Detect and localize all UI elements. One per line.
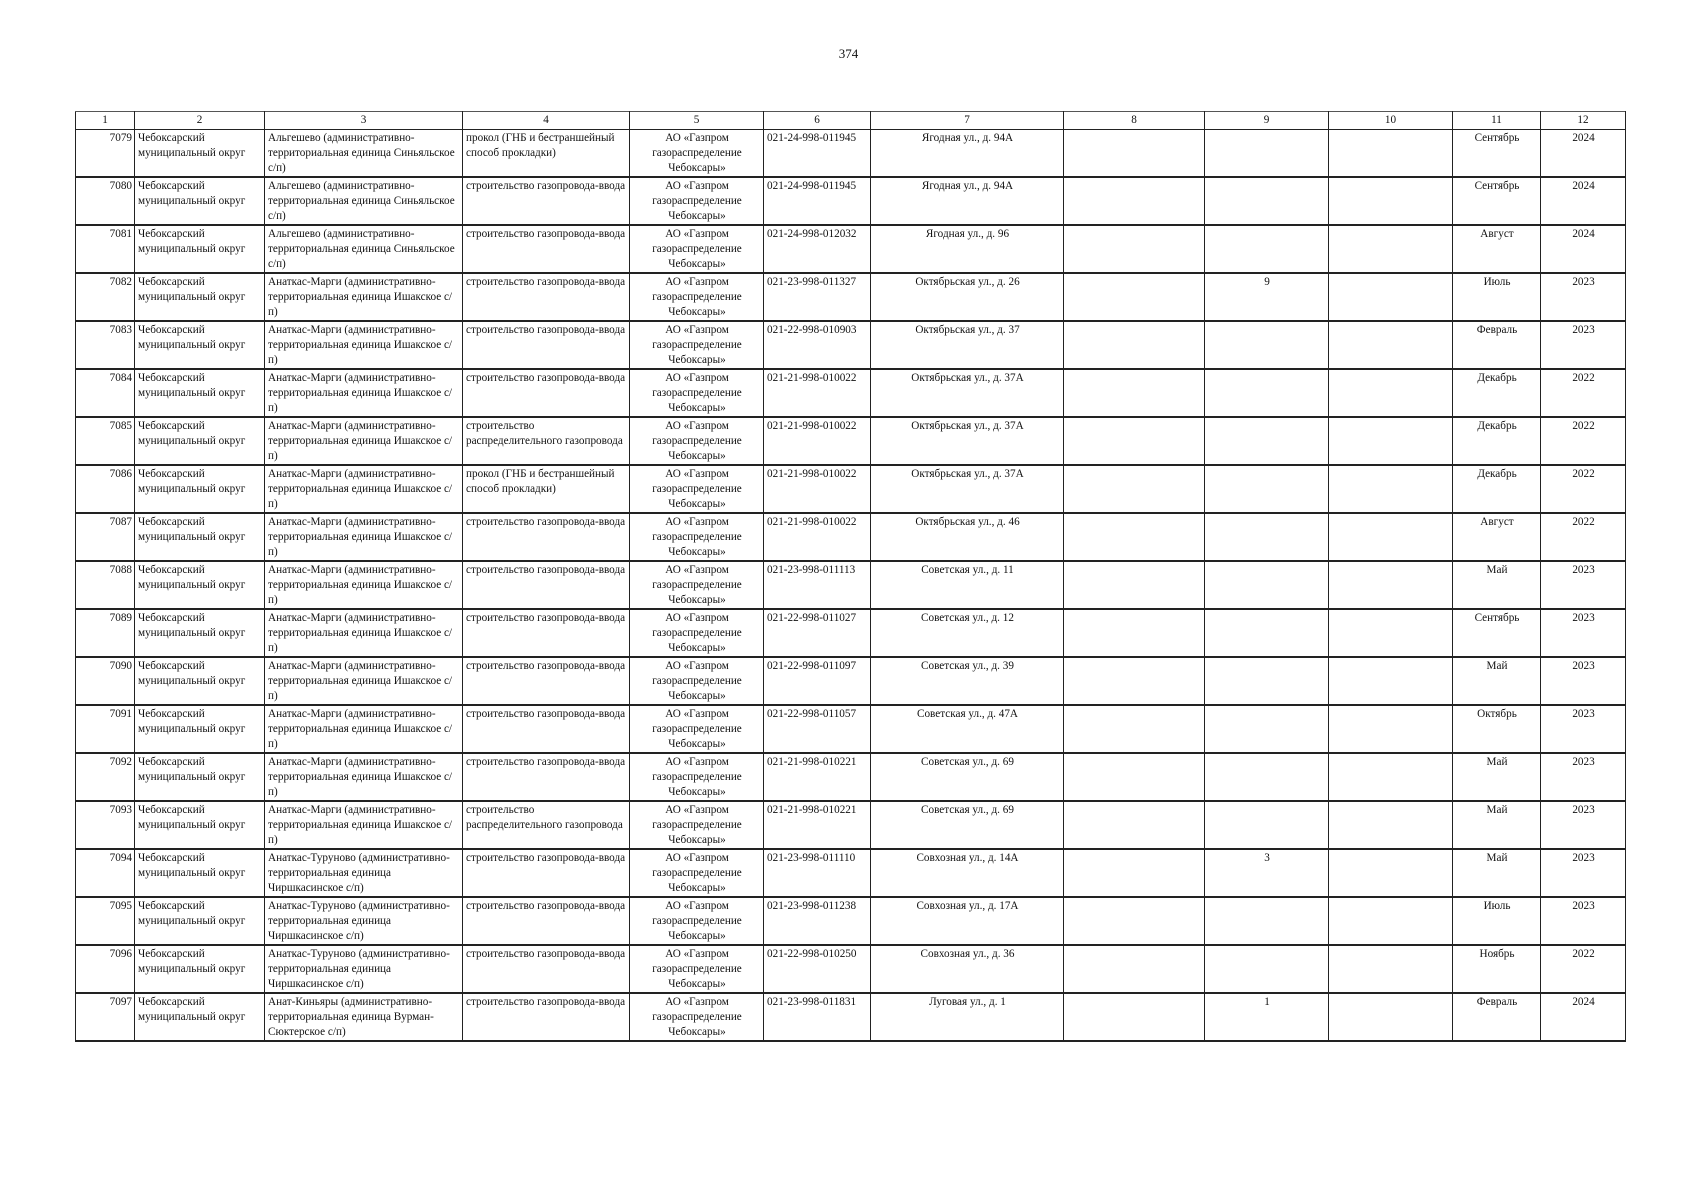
column-8-cell	[1064, 945, 1205, 993]
district-cell: Чебоксарский муниципальный округ	[135, 945, 265, 993]
column-10-cell	[1329, 753, 1453, 801]
column-header: 9	[1205, 112, 1329, 130]
month-cell: Август	[1453, 513, 1541, 561]
address-cell: Совхозная ул., д. 36	[871, 945, 1064, 993]
settlement-cell: Анаткас-Марги (административно-территориальная единица Ишакское с/п)	[265, 273, 463, 321]
table-row	[76, 513, 1626, 561]
address-cell: Советская ул., д. 69	[871, 801, 1064, 849]
district-cell: Чебоксарский муниципальный округ	[135, 273, 265, 321]
settlement-cell: Альгешево (административно-территориальная единица Синьяльское с/п)	[265, 130, 463, 178]
year-cell: 2022	[1541, 369, 1626, 417]
row-number-cell: 7086	[76, 465, 135, 513]
column-9-cell: 9	[1205, 273, 1329, 321]
district-cell: Чебоксарский муниципальный округ	[135, 993, 265, 1041]
organization-cell: АО «Газпром газораспределение Чебоксары»	[630, 321, 764, 369]
registry-code-cell: 021-24-998-012032	[764, 225, 871, 273]
district-cell: Чебоксарский муниципальный округ	[135, 225, 265, 273]
year-cell: 2023	[1541, 753, 1626, 801]
table-row	[76, 945, 1626, 993]
registry-code-cell: 021-23-998-011110	[764, 849, 871, 897]
column-10-cell	[1329, 657, 1453, 705]
column-10-cell	[1329, 705, 1453, 753]
settlement-cell: Анаткас-Марги (административно-территориальная единица Ишакское с/п)	[265, 417, 463, 465]
column-header: 4	[463, 112, 630, 130]
table-row	[76, 609, 1626, 657]
district-cell: Чебоксарский муниципальный округ	[135, 177, 265, 225]
column-9-cell: 3	[1205, 849, 1329, 897]
column-header: 11	[1453, 112, 1541, 130]
settlement-cell: Анаткас-Марги (административно-территориальная единица Ишакское с/п)	[265, 465, 463, 513]
address-cell: Октябрьская ул., д. 37А	[871, 417, 1064, 465]
table-row	[76, 657, 1626, 705]
month-cell: Май	[1453, 561, 1541, 609]
column-8-cell	[1064, 609, 1205, 657]
column-9-cell	[1205, 321, 1329, 369]
column-8-cell	[1064, 801, 1205, 849]
settlement-cell: Анаткас-Марги (административно-территориальная единица Ишакское с/п)	[265, 513, 463, 561]
table-row	[76, 417, 1626, 465]
month-cell: Февраль	[1453, 321, 1541, 369]
year-cell: 2024	[1541, 177, 1626, 225]
column-header: 7	[871, 112, 1064, 130]
settlement-cell: Анаткас-Марги (административно-территориальная единица Ишакское с/п)	[265, 657, 463, 705]
address-cell: Октябрьская ул., д. 46	[871, 513, 1064, 561]
column-10-cell	[1329, 321, 1453, 369]
year-cell: 2023	[1541, 561, 1626, 609]
column-10-cell	[1329, 465, 1453, 513]
year-cell: 2024	[1541, 993, 1626, 1041]
column-10-cell	[1329, 369, 1453, 417]
row-number-cell: 7090	[76, 657, 135, 705]
registry-code-cell: 021-23-998-011831	[764, 993, 871, 1041]
column-10-cell	[1329, 225, 1453, 273]
month-cell: Декабрь	[1453, 417, 1541, 465]
column-8-cell	[1064, 321, 1205, 369]
year-cell: 2022	[1541, 465, 1626, 513]
column-9-cell	[1205, 561, 1329, 609]
column-9-cell	[1205, 753, 1329, 801]
address-cell: Октябрьская ул., д. 37А	[871, 465, 1064, 513]
work-type-cell: строительство газопровода-ввода	[463, 561, 630, 609]
district-cell: Чебоксарский муниципальный округ	[135, 130, 265, 178]
column-8-cell	[1064, 513, 1205, 561]
organization-cell: АО «Газпром газораспределение Чебоксары»	[630, 513, 764, 561]
column-9-cell	[1205, 465, 1329, 513]
row-number-cell: 7080	[76, 177, 135, 225]
column-8-cell	[1064, 177, 1205, 225]
row-number-cell: 7079	[76, 130, 135, 178]
district-cell: Чебоксарский муниципальный округ	[135, 753, 265, 801]
row-number-cell: 7087	[76, 513, 135, 561]
row-number-cell: 7093	[76, 801, 135, 849]
organization-cell: АО «Газпром газораспределение Чебоксары»	[630, 177, 764, 225]
organization-cell: АО «Газпром газораспределение Чебоксары»	[630, 657, 764, 705]
column-header: 3	[265, 112, 463, 130]
work-type-cell: строительство газопровода-ввода	[463, 273, 630, 321]
column-9-cell	[1205, 801, 1329, 849]
settlement-cell: Альгешево (административно-территориальная единица Синьяльское с/п)	[265, 177, 463, 225]
work-type-cell: строительство газопровода-ввода	[463, 321, 630, 369]
table-row	[76, 561, 1626, 609]
month-cell: Декабрь	[1453, 465, 1541, 513]
column-9-cell	[1205, 177, 1329, 225]
organization-cell: АО «Газпром газораспределение Чебоксары»	[630, 465, 764, 513]
row-number-cell: 7085	[76, 417, 135, 465]
month-cell: Октябрь	[1453, 705, 1541, 753]
row-number-cell: 7081	[76, 225, 135, 273]
address-cell: Октябрьская ул., д. 37А	[871, 369, 1064, 417]
table-row	[76, 993, 1626, 1041]
column-9-cell	[1205, 130, 1329, 178]
registry-code-cell: 021-22-998-011057	[764, 705, 871, 753]
address-cell: Советская ул., д. 39	[871, 657, 1064, 705]
registry-code-cell: 021-24-998-011945	[764, 130, 871, 178]
column-9-cell	[1205, 417, 1329, 465]
organization-cell: АО «Газпром газораспределение Чебоксары»	[630, 705, 764, 753]
work-type-cell: строительство газопровода-ввода	[463, 993, 630, 1041]
organization-cell: АО «Газпром газораспределение Чебоксары»	[630, 369, 764, 417]
organization-cell: АО «Газпром газораспределение Чебоксары»	[630, 561, 764, 609]
work-type-cell: строительство газопровода-ввода	[463, 897, 630, 945]
organization-cell: АО «Газпром газораспределение Чебоксары»	[630, 993, 764, 1041]
row-number-cell: 7094	[76, 849, 135, 897]
table-row	[76, 753, 1626, 801]
month-cell: Май	[1453, 657, 1541, 705]
column-8-cell	[1064, 417, 1205, 465]
registry-code-cell: 021-23-998-011238	[764, 897, 871, 945]
row-number-cell: 7082	[76, 273, 135, 321]
row-number-cell: 7097	[76, 993, 135, 1041]
month-cell: Май	[1453, 849, 1541, 897]
address-cell: Октябрьская ул., д. 37	[871, 321, 1064, 369]
gas-register-table	[75, 111, 1626, 1042]
work-type-cell: строительство газопровода-ввода	[463, 945, 630, 993]
address-cell: Ягодная ул., д. 94А	[871, 130, 1064, 178]
column-9-cell	[1205, 657, 1329, 705]
address-cell: Советская ул., д. 11	[871, 561, 1064, 609]
row-number-cell: 7091	[76, 705, 135, 753]
column-10-cell	[1329, 849, 1453, 897]
district-cell: Чебоксарский муниципальный округ	[135, 561, 265, 609]
row-number-cell: 7095	[76, 897, 135, 945]
month-cell: Июль	[1453, 897, 1541, 945]
column-10-cell	[1329, 417, 1453, 465]
column-header: 8	[1064, 112, 1205, 130]
month-cell: Февраль	[1453, 993, 1541, 1041]
row-number-cell: 7096	[76, 945, 135, 993]
header-row	[76, 112, 1626, 130]
column-9-cell	[1205, 369, 1329, 417]
month-cell: Ноябрь	[1453, 945, 1541, 993]
table-row	[76, 321, 1626, 369]
registry-code-cell: 021-21-998-010022	[764, 369, 871, 417]
district-cell: Чебоксарский муниципальный округ	[135, 657, 265, 705]
registry-code-cell: 021-21-998-010022	[764, 513, 871, 561]
column-9-cell	[1205, 705, 1329, 753]
organization-cell: АО «Газпром газораспределение Чебоксары»	[630, 849, 764, 897]
organization-cell: АО «Газпром газораспределение Чебоксары»	[630, 753, 764, 801]
work-type-cell: строительство газопровода-ввода	[463, 369, 630, 417]
row-number-cell: 7083	[76, 321, 135, 369]
work-type-cell: строительство газопровода-ввода	[463, 657, 630, 705]
column-header: 10	[1329, 112, 1453, 130]
column-header: 5	[630, 112, 764, 130]
registry-code-cell: 021-22-998-011097	[764, 657, 871, 705]
organization-cell: АО «Газпром газораспределение Чебоксары»	[630, 225, 764, 273]
month-cell: Июль	[1453, 273, 1541, 321]
registry-code-cell: 021-22-998-010903	[764, 321, 871, 369]
year-cell: 2022	[1541, 945, 1626, 993]
year-cell: 2024	[1541, 130, 1626, 178]
district-cell: Чебоксарский муниципальный округ	[135, 465, 265, 513]
year-cell: 2023	[1541, 705, 1626, 753]
year-cell: 2022	[1541, 417, 1626, 465]
work-type-cell: строительство распределительного газопровода	[463, 801, 630, 849]
column-8-cell	[1064, 657, 1205, 705]
work-type-cell: строительство газопровода-ввода	[463, 225, 630, 273]
column-8-cell	[1064, 993, 1205, 1041]
year-cell: 2023	[1541, 657, 1626, 705]
column-10-cell	[1329, 273, 1453, 321]
column-header: 2	[135, 112, 265, 130]
column-8-cell	[1064, 849, 1205, 897]
settlement-cell: Анаткас-Марги (административно-территориальная единица Ишакское с/п)	[265, 369, 463, 417]
column-10-cell	[1329, 561, 1453, 609]
column-8-cell	[1064, 705, 1205, 753]
settlement-cell: Альгешево (административно-территориальная единица Синьяльское с/п)	[265, 225, 463, 273]
district-cell: Чебоксарский муниципальный округ	[135, 609, 265, 657]
settlement-cell: Анаткас-Марги (административно-территориальная единица Ишакское с/п)	[265, 561, 463, 609]
table-row	[76, 705, 1626, 753]
district-cell: Чебоксарский муниципальный округ	[135, 897, 265, 945]
address-cell: Совхозная ул., д. 17А	[871, 897, 1064, 945]
table-body	[76, 130, 1626, 1042]
address-cell: Совхозная ул., д. 14А	[871, 849, 1064, 897]
column-10-cell	[1329, 801, 1453, 849]
column-header: 12	[1541, 112, 1626, 130]
work-type-cell: строительство газопровода-ввода	[463, 609, 630, 657]
column-9-cell	[1205, 513, 1329, 561]
settlement-cell: Анаткас-Марги (административно-территориальная единица Ишакское с/п)	[265, 321, 463, 369]
month-cell: Сентябрь	[1453, 130, 1541, 178]
year-cell: 2023	[1541, 849, 1626, 897]
year-cell: 2023	[1541, 321, 1626, 369]
address-cell: Советская ул., д. 47А	[871, 705, 1064, 753]
registry-code-cell: 021-22-998-010250	[764, 945, 871, 993]
year-cell: 2024	[1541, 225, 1626, 273]
registry-code-cell: 021-21-998-010022	[764, 417, 871, 465]
column-9-cell: 1	[1205, 993, 1329, 1041]
month-cell: Сентябрь	[1453, 609, 1541, 657]
district-cell: Чебоксарский муниципальный округ	[135, 369, 265, 417]
column-header: 6	[764, 112, 871, 130]
district-cell: Чебоксарский муниципальный округ	[135, 849, 265, 897]
district-cell: Чебоксарский муниципальный округ	[135, 513, 265, 561]
work-type-cell: строительство газопровода-ввода	[463, 177, 630, 225]
organization-cell: АО «Газпром газораспределение Чебоксары»	[630, 609, 764, 657]
column-8-cell	[1064, 897, 1205, 945]
column-10-cell	[1329, 945, 1453, 993]
address-cell: Советская ул., д. 12	[871, 609, 1064, 657]
column-10-cell	[1329, 993, 1453, 1041]
month-cell: Май	[1453, 753, 1541, 801]
year-cell: 2023	[1541, 273, 1626, 321]
work-type-cell: прокол (ГНБ и бестраншейный способ прокладки)	[463, 130, 630, 178]
registry-code-cell: 021-24-998-011945	[764, 177, 871, 225]
organization-cell: АО «Газпром газораспределение Чебоксары»	[630, 417, 764, 465]
table-row	[76, 177, 1626, 225]
work-type-cell: строительство газопровода-ввода	[463, 849, 630, 897]
settlement-cell: Анаткас-Марги (административно-территориальная единица Ишакское с/п)	[265, 609, 463, 657]
district-cell: Чебоксарский муниципальный округ	[135, 801, 265, 849]
settlement-cell: Анаткас-Туруново (административно-территориальная единица Чиршкасинское с/п)	[265, 849, 463, 897]
column-10-cell	[1329, 897, 1453, 945]
column-10-cell	[1329, 513, 1453, 561]
organization-cell: АО «Газпром газораспределение Чебоксары»	[630, 801, 764, 849]
address-cell: Советская ул., д. 69	[871, 753, 1064, 801]
column-10-cell	[1329, 130, 1453, 178]
table-row	[76, 465, 1626, 513]
table-row	[76, 369, 1626, 417]
column-9-cell	[1205, 945, 1329, 993]
column-10-cell	[1329, 609, 1453, 657]
table-row	[76, 130, 1626, 178]
year-cell: 2023	[1541, 801, 1626, 849]
table-row	[76, 897, 1626, 945]
settlement-cell: Анат-Киньяры (административно-территориальная единица Вурман-Сюктерское с/п)	[265, 993, 463, 1041]
column-8-cell	[1064, 130, 1205, 178]
column-9-cell	[1205, 897, 1329, 945]
organization-cell: АО «Газпром газораспределение Чебоксары»	[630, 273, 764, 321]
column-8-cell	[1064, 369, 1205, 417]
registry-code-cell: 021-23-998-011327	[764, 273, 871, 321]
column-header: 1	[76, 112, 135, 130]
column-9-cell	[1205, 225, 1329, 273]
column-8-cell	[1064, 465, 1205, 513]
row-number-cell: 7089	[76, 609, 135, 657]
settlement-cell: Анаткас-Марги (административно-территориальная единица Ишакское с/п)	[265, 753, 463, 801]
registry-code-cell: 021-21-998-010221	[764, 753, 871, 801]
month-cell: Август	[1453, 225, 1541, 273]
address-cell: Ягодная ул., д. 94А	[871, 177, 1064, 225]
month-cell: Сентябрь	[1453, 177, 1541, 225]
registry-code-cell: 021-21-998-010221	[764, 801, 871, 849]
year-cell: 2023	[1541, 609, 1626, 657]
work-type-cell: прокол (ГНБ и бестраншейный способ прокладки)	[463, 465, 630, 513]
column-8-cell	[1064, 225, 1205, 273]
column-8-cell	[1064, 753, 1205, 801]
work-type-cell: строительство газопровода-ввода	[463, 753, 630, 801]
table-row	[76, 225, 1626, 273]
settlement-cell: Анаткас-Марги (административно-территориальная единица Ишакское с/п)	[265, 801, 463, 849]
settlement-cell: Анаткас-Туруново (административно-территориальная единица Чиршкасинское с/п)	[265, 945, 463, 993]
registry-code-cell: 021-23-998-011113	[764, 561, 871, 609]
row-number-cell: 7084	[76, 369, 135, 417]
row-number-cell: 7088	[76, 561, 135, 609]
organization-cell: АО «Газпром газораспределение Чебоксары»	[630, 897, 764, 945]
work-type-cell: строительство распределительного газопровода	[463, 417, 630, 465]
registry-code-cell: 021-22-998-011027	[764, 609, 871, 657]
organization-cell: АО «Газпром газораспределение Чебоксары»	[630, 130, 764, 178]
row-number-cell: 7092	[76, 753, 135, 801]
column-10-cell	[1329, 177, 1453, 225]
district-cell: Чебоксарский муниципальный округ	[135, 321, 265, 369]
month-cell: Декабрь	[1453, 369, 1541, 417]
address-cell: Луговая ул., д. 1	[871, 993, 1064, 1041]
work-type-cell: строительство газопровода-ввода	[463, 513, 630, 561]
district-cell: Чебоксарский муниципальный округ	[135, 705, 265, 753]
table-row	[76, 801, 1626, 849]
work-type-cell: строительство газопровода-ввода	[463, 705, 630, 753]
year-cell: 2023	[1541, 897, 1626, 945]
registry-code-cell: 021-21-998-010022	[764, 465, 871, 513]
column-8-cell	[1064, 561, 1205, 609]
table-row	[76, 273, 1626, 321]
organization-cell: АО «Газпром газораспределение Чебоксары»	[630, 945, 764, 993]
column-8-cell	[1064, 273, 1205, 321]
year-cell: 2022	[1541, 513, 1626, 561]
page-number: 374	[838, 46, 859, 61]
table-row	[76, 849, 1626, 897]
address-cell: Октябрьская ул., д. 26	[871, 273, 1064, 321]
month-cell: Май	[1453, 801, 1541, 849]
column-9-cell	[1205, 609, 1329, 657]
address-cell: Ягодная ул., д. 96	[871, 225, 1064, 273]
settlement-cell: Анаткас-Марги (административно-территориальная единица Ишакское с/п)	[265, 705, 463, 753]
district-cell: Чебоксарский муниципальный округ	[135, 417, 265, 465]
settlement-cell: Анаткас-Туруново (административно-территориальная единица Чиршкасинское с/п)	[265, 897, 463, 945]
